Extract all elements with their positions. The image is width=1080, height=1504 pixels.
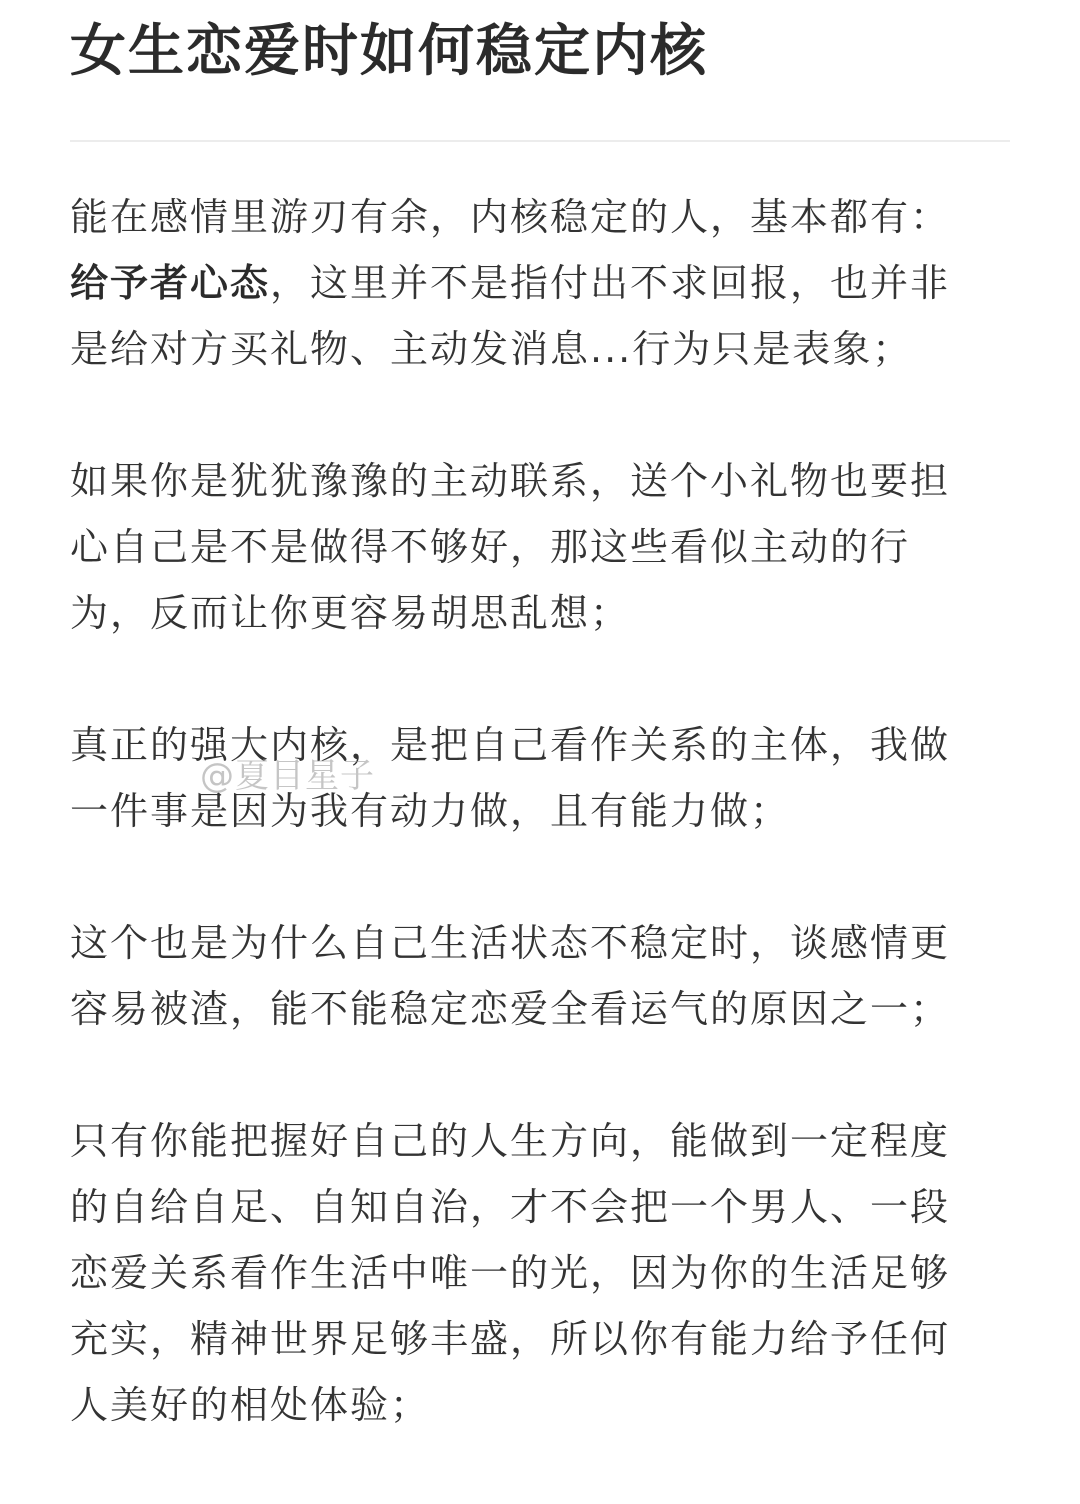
article-title: 女生恋爱时如何稳定内核: [70, 19, 708, 84]
paragraph-line-text: ，这里并不是指付出不求回报，也并非: [270, 261, 951, 305]
paragraph-line: 心自己是不是做得不够好，那这些看似主动的行: [70, 525, 911, 569]
paragraph-line: 恋爱关系看作生活中唯一的光，因为你的生活足够: [70, 1251, 951, 1295]
bold-phrase: 给予者心态: [70, 261, 271, 305]
paragraph-2: [70, 448, 1010, 646]
paragraph-line: 的自给自足、自知自治，才不会把一个男人、一段: [70, 1185, 951, 1229]
paragraph-line: 如果你是犹犹豫豫的主动联系，送个小礼物也要担: [70, 459, 951, 503]
watermark-text: @夏目星子: [200, 756, 375, 796]
title-divider: [70, 140, 1010, 142]
paragraph-line: 这个也是为什么自己生活状态不稳定时，谈感情更: [70, 921, 951, 965]
paragraph-line: 人美好的相处体验；: [70, 1383, 431, 1427]
paragraph-line: 一件事是因为我有动力做，且有能力做；: [70, 789, 791, 833]
paragraph-line: 充实，精神世界足够丰盛，所以你有能力给予任何: [70, 1317, 951, 1361]
paragraph-line: 真正的强大内核，是把自己看作关系的主体，我做: [70, 723, 951, 767]
paragraph-line: 只有你能把握好自己的人生方向，能做到一定程度: [70, 1119, 951, 1163]
paragraph-line: [70, 250, 1010, 316]
paragraph-line: 容易被渣，能不能稳定恋爱全看运气的原因之一；: [70, 987, 951, 1031]
paragraph-4: [70, 910, 1010, 1042]
article-body: [70, 184, 1010, 1504]
paragraph-1: [70, 184, 1010, 382]
paragraph-line: 是给对方买礼物、主动发消息...行为只是表象；: [70, 327, 913, 371]
paragraph-line: 为，反而让你更容易胡思乱想；: [70, 591, 631, 635]
paragraph-5: [70, 1108, 1010, 1438]
paragraph-line: 能在感情里游刃有余，内核稳定的人，基本都有：: [70, 195, 951, 239]
